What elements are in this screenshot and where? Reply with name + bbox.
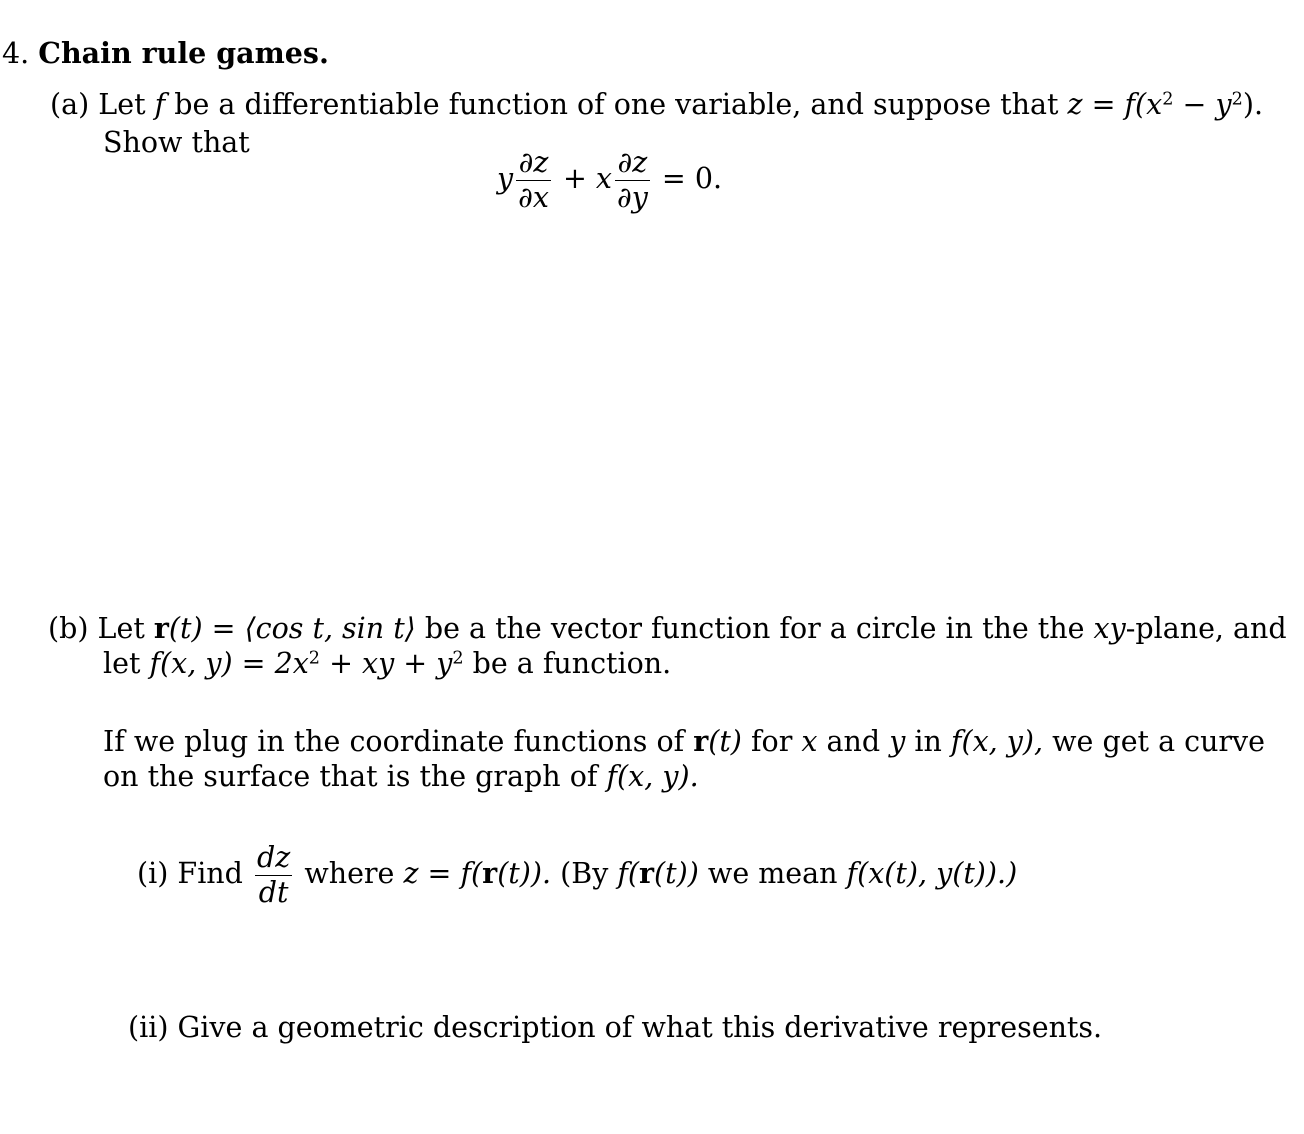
sub-part-i bbox=[137, 841, 1017, 910]
part-b-text: let bbox=[103, 647, 141, 680]
vector-r: r bbox=[639, 856, 655, 891]
part-b-text: be a function. bbox=[472, 647, 672, 680]
part-a-line-1 bbox=[50, 88, 1263, 121]
expr-mid: − y bbox=[1173, 88, 1232, 121]
frac-num: dz bbox=[255, 841, 292, 876]
sub-i-text: (By bbox=[560, 857, 609, 891]
expr-z: $z = f(x^2 - y^2)$. bbox=[1067, 88, 1264, 121]
vector-r: r bbox=[482, 856, 498, 891]
para-text: in bbox=[914, 725, 942, 758]
problem-title: Chain rule games. bbox=[38, 36, 329, 70]
fraction-dz-dx bbox=[516, 146, 551, 215]
para-text: If we plug in the coordinate functions of bbox=[103, 725, 685, 758]
frac-den: ∂x bbox=[518, 181, 549, 215]
sub-ii-text: Give a geometric description of what this derivative represents. bbox=[177, 1011, 1103, 1044]
fraction-dz-dt bbox=[255, 841, 292, 910]
part-b-line-2 bbox=[103, 647, 671, 680]
r-definition: (t) = ⟨cos t, sin t⟩ bbox=[168, 612, 416, 645]
part-b-label: (b) bbox=[48, 612, 89, 645]
var-x: x bbox=[801, 725, 818, 758]
eq-plus-x: + x bbox=[562, 162, 612, 196]
sub-i-label: (i) bbox=[137, 857, 169, 891]
expr-end: ). bbox=[1242, 88, 1264, 121]
eq-y: y bbox=[497, 162, 514, 196]
expr-z-text: z = f(x bbox=[1067, 88, 1163, 121]
part-b-paragraph-line-1 bbox=[103, 724, 1265, 758]
f-open: f( bbox=[617, 857, 640, 891]
fraction-dz-dy bbox=[615, 146, 650, 215]
frac-num: ∂z bbox=[516, 146, 551, 181]
para-fxy: f(x, y), bbox=[950, 725, 1044, 758]
part-a-line-2: Show that bbox=[103, 126, 250, 159]
eq-rhs: = 0. bbox=[661, 162, 723, 196]
var-xy: xy bbox=[1093, 612, 1126, 645]
frac-den: dt bbox=[258, 876, 289, 910]
para-t: (t) bbox=[708, 725, 742, 758]
part-b-text: be a the vector function for a circle in the the bbox=[424, 612, 1085, 645]
part-b-line-1 bbox=[48, 611, 1287, 645]
part-b-text: -plane, and bbox=[1125, 612, 1287, 645]
part-b-text: Let bbox=[97, 612, 145, 645]
frac-den: ∂y bbox=[617, 181, 648, 215]
problem-heading bbox=[2, 36, 329, 70]
para-text: and bbox=[826, 725, 881, 758]
part-a-label: (a) bbox=[50, 88, 90, 121]
f-def-1: f(x, y) = 2x bbox=[149, 647, 309, 680]
sub-part-ii bbox=[128, 1011, 1102, 1044]
sub-i-text: Find bbox=[177, 857, 243, 891]
z-eq: z = f( bbox=[403, 857, 483, 891]
sub-ii-label: (ii) bbox=[128, 1011, 169, 1044]
vector-r: r bbox=[153, 611, 169, 645]
part-b-paragraph-line-2 bbox=[103, 760, 699, 793]
part-a-text: Let bbox=[98, 88, 146, 121]
para-text: we get a curve bbox=[1052, 725, 1266, 758]
para-fxy: f(x, y). bbox=[606, 760, 699, 793]
f-def-2: + xy + y bbox=[320, 647, 453, 680]
vector-r: r bbox=[693, 724, 709, 758]
var-y: y bbox=[889, 725, 906, 758]
problem-number: 4. bbox=[2, 37, 30, 70]
rt: (t)) bbox=[654, 857, 699, 891]
sub-i-text: where bbox=[304, 857, 395, 891]
f-xt: f(x(t), y(t)).) bbox=[846, 857, 1018, 891]
para-text: for bbox=[751, 725, 793, 758]
f-definition: f(x, $y) = 2x^2$ + xy + $y^2$ bbox=[149, 647, 464, 680]
var-f: f bbox=[154, 88, 166, 121]
para-text: on the surface that is the graph of bbox=[103, 760, 598, 793]
rt: (t)). bbox=[497, 857, 552, 891]
sub-i-text: we mean bbox=[707, 857, 838, 891]
frac-num: ∂z bbox=[615, 146, 650, 181]
display-equation bbox=[497, 146, 722, 215]
part-a-text: be a differentiable function of one variable, and suppose that bbox=[174, 88, 1059, 121]
